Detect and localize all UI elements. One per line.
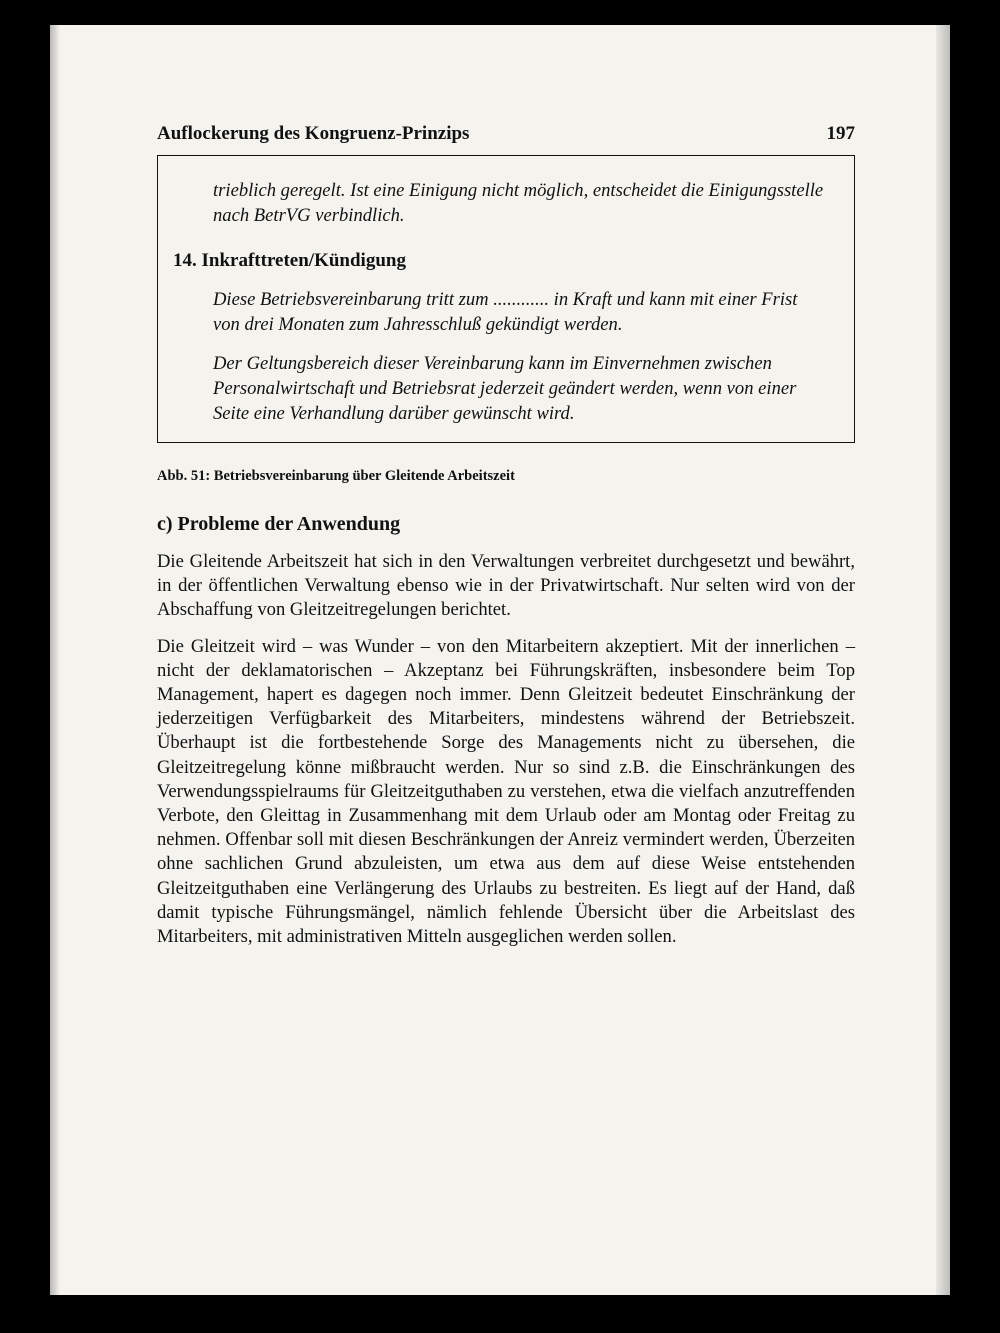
figure-caption: Abb. 51: Betriebsvereinbarung über Gleitende Arbeitszeit (157, 468, 515, 484)
body-paragraph: Die Gleitzeit wird – was Wunder – von den Mitarbeitern akzeptiert. Mit der innerlichen – nicht der deklamatorischen – Akzeptanz bei Führungskräften, insbesondere beim Top Management, hapert es dagegen noch immer. Denn Gleitzeit bedeutet Einschränkung der jederzeitigen Verfügbarkeit des Mitarbeiters, mindestens während der Betriebszeit. Überhaupt ist die fortbestehende Sorge des Managements nicht zu übersehen, die Gleitzeitregelung könne mißbraucht werden. Nur so sind z.B. die Einschränkungen des Verwendungsspielraums für Gleitzeitguthaben zu verstehen, etwa die vielfach anzutreffenden Verbote, den Gleittag in Zusammenhang mit dem Urlaub oder am Montag oder Freitag zu nehmen. Offenbar soll mit diesen Beschränkungen der Anreiz vermindert werden, Überzeiten ohne sachlichen Grund abzuleisten, um etwa aus dem auf diese Weise entstehenden Gleitzeitguthaben eine Verlängerung des Urlaubs zu bestreiten. Es liegt auf der Hand, daß damit typische Führungsmängel, nämlich fehlende Übersicht über die Arbeitslast des Mitarbeiters, mit administrativen Mitteln ausgeglichen werden sollen. (157, 635, 855, 948)
agreement-box (157, 156, 855, 443)
running-head-title: Auflockerung des Kongruenz-Prinzips (157, 123, 470, 144)
box-paragraph: Der Geltungsbereich dieser Vereinbarung kann im Einvernehmen zwischen Personalwirtschaft und Betriebsrat jederzeit geändert werden, wenn von einer Seite eine Verhandlung darüber gewünscht wird. (213, 353, 797, 424)
box-paragraph: trieblich geregelt. Ist eine Einigung nicht möglich, entscheidet die Einigungsstelle nach BetrVG verbindlich. (213, 180, 824, 226)
body-text (157, 550, 855, 949)
page-gutter-shadow (50, 25, 60, 1295)
page-number: 197 (826, 123, 855, 144)
page-content (157, 123, 855, 949)
section-heading: c) Probleme der Anwendung (157, 513, 401, 535)
box-paragraph: Diese Betriebsvereinbarung tritt zum ............ in Kraft und kann mit einer Frist von drei Monaten zum Jahresschluß gekündigt werden. (213, 289, 798, 335)
page-edge-shadow (936, 25, 950, 1295)
book-page (50, 25, 950, 1295)
running-head (157, 123, 855, 156)
body-paragraph: Die Gleitende Arbeitszeit hat sich in den Verwaltungen verbreitet durchgesetzt und bewährt, in der öffentlichen Verwaltung ebenso wie in der Privatwirtschaft. Nur selten wird von der Abschaffung von Gleitzeitregelungen berichtet. (157, 551, 855, 621)
box-section-heading: 14. Inkrafttreten/Kündigung (173, 250, 406, 271)
